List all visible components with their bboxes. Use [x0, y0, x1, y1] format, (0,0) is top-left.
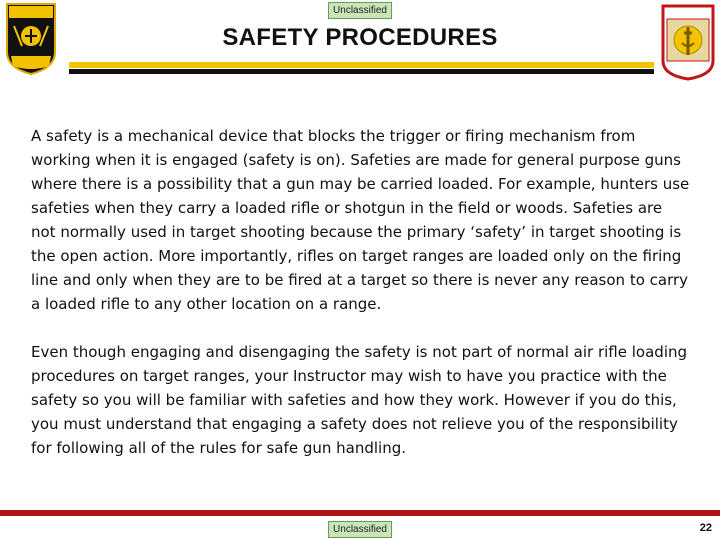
paragraph-safety-practice: Even though engaging and disengaging the safety is not part of normal air rifle loading procedures on target ranges, your Instructor may wish to have you practice with the safety so you will be familiar with safeties and how they work. However if you do this, you must understand that engaging a safety does not relieve you of the responsibility for following all of the rules for safe gun handling.	[31, 343, 688, 457]
paragraph-safety-definition: A safety is a mechanical device that blocks the trigger or firing mechanism from working when it is engaged (safety is on). Safeties are made for general purpose guns where there is a possibility that a gun may be carried loaded. For example, hunters use safeties when they carry a loaded rifle or shotgun in the field or woods. Safeties are not normally used in target shooting because the primary ‘safety’ in target shooting is the open action. More importantly, rifles on target ranges are loaded only on the firing line and only when they are to be fired at a target so there is never any reason to carry a loaded rifle to any other location on a range.	[31, 127, 690, 313]
page-title: SAFETY PROCEDURES	[222, 24, 498, 51]
body-text	[31, 124, 691, 484]
title-black-rule	[69, 69, 654, 74]
classification-banner-top: Unclassified	[328, 2, 392, 19]
footer-red-rule	[0, 510, 720, 516]
classification-banner-bottom: Unclassified	[328, 521, 392, 538]
page-number: 22	[699, 522, 712, 534]
title-gold-rule	[69, 62, 654, 68]
